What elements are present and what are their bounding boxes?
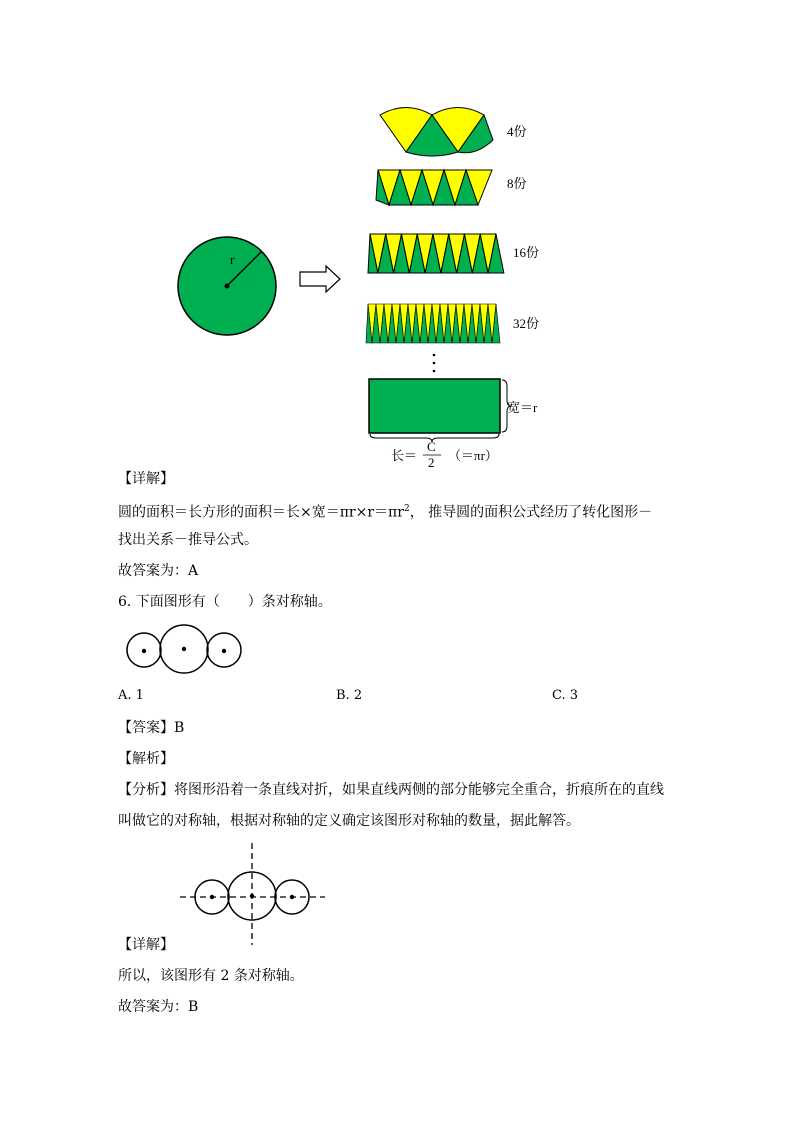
length-suffix: （＝πr） xyxy=(448,448,498,463)
length-denominator: 2 xyxy=(428,455,435,470)
detail-heading-2: 【详解】 xyxy=(118,937,174,953)
question-6-stem: 6. 下面图形有（ ）条对称轴。 xyxy=(118,594,332,610)
row-16-label: 16份 xyxy=(513,245,540,260)
three-circles-figure xyxy=(120,620,250,680)
row-32-label: 32份 xyxy=(513,316,540,331)
detail-line-q6: 所以，该图形有 2 条对称轴。 xyxy=(118,968,304,984)
detail-line-2: 找出关系－推导公式。 xyxy=(118,532,258,548)
option-c: C. 3 xyxy=(552,688,579,703)
answer-line-1: 故答案为：A xyxy=(118,563,199,579)
row-4-label: 4份 xyxy=(507,124,527,139)
transform-arrow-icon xyxy=(300,266,340,292)
length-numerator: C xyxy=(427,439,436,454)
detail-line-1: 圆的面积＝长方形的面积＝长×宽$=\pi r\times r=\pi r^2$， 推导圆的面积公式经历了转化图形－ xyxy=(118,504,653,521)
analysis-heading: 【解析】 xyxy=(118,751,174,767)
circle-center-dot xyxy=(225,284,230,289)
length-prefix: 长＝ xyxy=(391,448,418,463)
row-8-parts xyxy=(376,170,492,205)
row-32-parts xyxy=(366,304,500,343)
row-8-label: 8份 xyxy=(507,176,527,191)
symmetry-axes-figure xyxy=(175,840,330,950)
row-4-parts xyxy=(380,108,493,157)
option-a: A. 1 xyxy=(118,688,144,703)
analysis-line-1: 【分析】将图形沿着一条直线对折，如果直线两侧的部分能够完全重合，折痕所在的直线 xyxy=(118,782,664,798)
detail-heading-1: 【详解】 xyxy=(118,471,174,487)
answer-6: 【答案】B xyxy=(118,720,185,736)
analysis-line-2: 叫做它的对称轴，根据对称轴的定义确定该图形对称轴的数量，据此解答。 xyxy=(118,813,580,829)
radius-label: r xyxy=(230,252,235,267)
row-16-parts xyxy=(368,234,504,273)
option-b: B. 2 xyxy=(336,688,363,703)
circle-area-derivation-figure xyxy=(0,0,794,470)
green-rectangle xyxy=(369,379,500,433)
width-label: 宽＝r xyxy=(507,400,538,415)
final-answer-6: 故答案为：B xyxy=(118,999,199,1015)
